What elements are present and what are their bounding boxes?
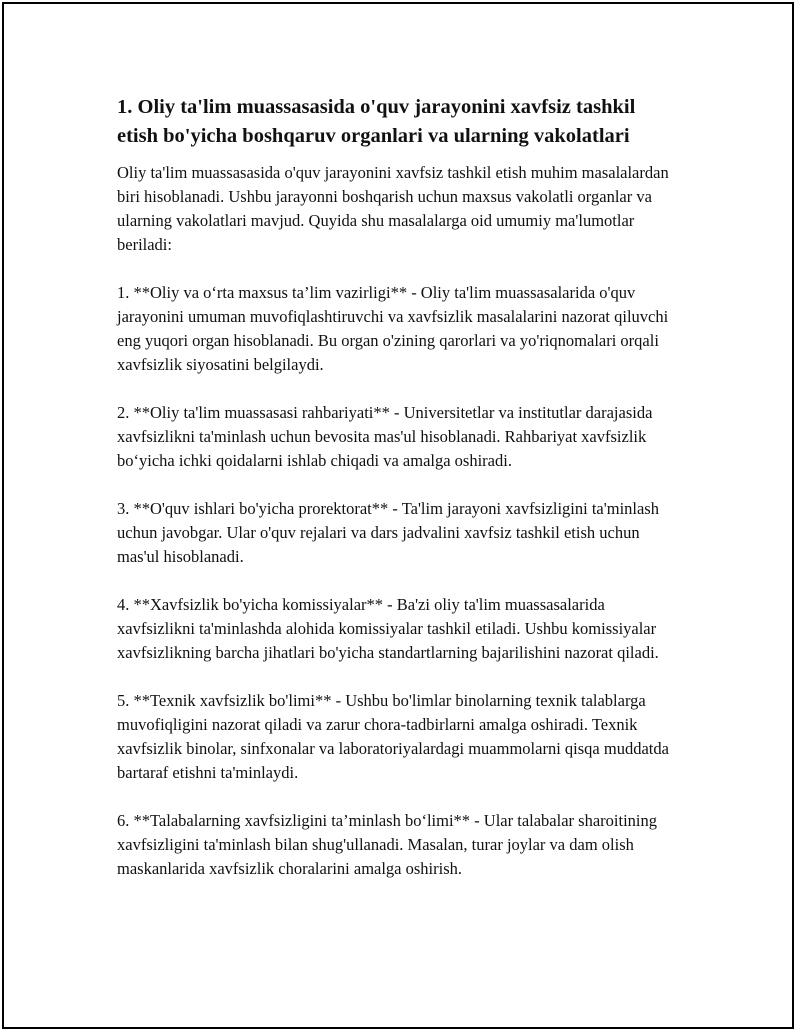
list-item: 3. **O'quv ishlari bo'yicha prorektorat** - Ta'lim jarayoni xavfsizligini ta'minlash uchun javobgar. Ular o'quv rejalari va dars jadvalini xavfsiz tashkil etish uchun mas'ul hisoblanadi. [117,499,659,566]
title-line-2: etish bo'yicha boshqaruv organlari va ularning vakolatlari [117,125,630,147]
list-item: 5. **Texnik xavfsizlik bo'limi** - Ushbu bo'limlar binolarning texnik talablarga muvofiqligini nazorat qiladi va zarur chora-tadbirlarni amalga oshiradi. Texnik xavfsizlik binolar, sinfxonalar va laboratoriyalardagi muammolarni qisqa muddatda bartaraf etishni ta'minlaydi. [117,691,669,782]
intro-paragraph: Oliy ta'lim muassasasida o'quv jarayonini xavfsiz tashkil etish muhim masalalardan biri hisoblanadi. Ushbu jarayonni boshqarish uchun maxsus vakolatli organlar va ularning vakolatlari mavjud. Quyida shu masalalarga oid umumiy ma'lumotlar beriladi: [117,163,669,254]
list-item: 6. **Talabalarning xavfsizligini ta’minlash bo‘limi** - Ular talabalar sharoitining xavfsizligini ta'minlash bilan shug'ullanadi. Masalan, turar joylar va dam olish maskanlarida xavfsizlik choralarini amalga oshirish. [117,811,657,878]
title-line-1: 1. Oliy ta'lim muassasasida o'quv jarayonini xavfsiz tashkil [117,96,636,118]
list-item: 4. **Xavfsizlik bo'yicha komissiyalar** - Ba'zi oliy ta'lim muassasalarida xavfsizlikni ta'minlashda alohida komissiyalar tashkil etiladi. Ushbu komissiyalar xavfsizlikning barcha jihatlari bo'yicha standartlarning bajarilishini nazorat qiladi. [117,595,659,662]
document-body [117,93,677,905]
list-item: 2. **Oliy ta'lim muassasasi rahbariyati** - Universitetlar va institutlar darajasida xavfsizlikni ta'minlash uchun bevosita mas'ul hisoblanadi. Rahbariyat xavfsizlik bo‘yicha ichki qoidalarni ishlab chiqadi va amalga oshiradi. [117,403,653,470]
list-item: 1. **Oliy va o‘rta maxsus ta’lim vazirligi** - Oliy ta'lim muassasalarida o'quv jarayonini umuman muvofiqlashtiruvchi va xavfsizlik masalalarini nazorat qiluvchi eng yuqori organ hisoblanadi. Bu organ o'zining qarorlari va yo'riqnomalari orqali xavfsizlik siyosatini belgilaydi. [117,283,669,374]
document-title [117,93,677,151]
